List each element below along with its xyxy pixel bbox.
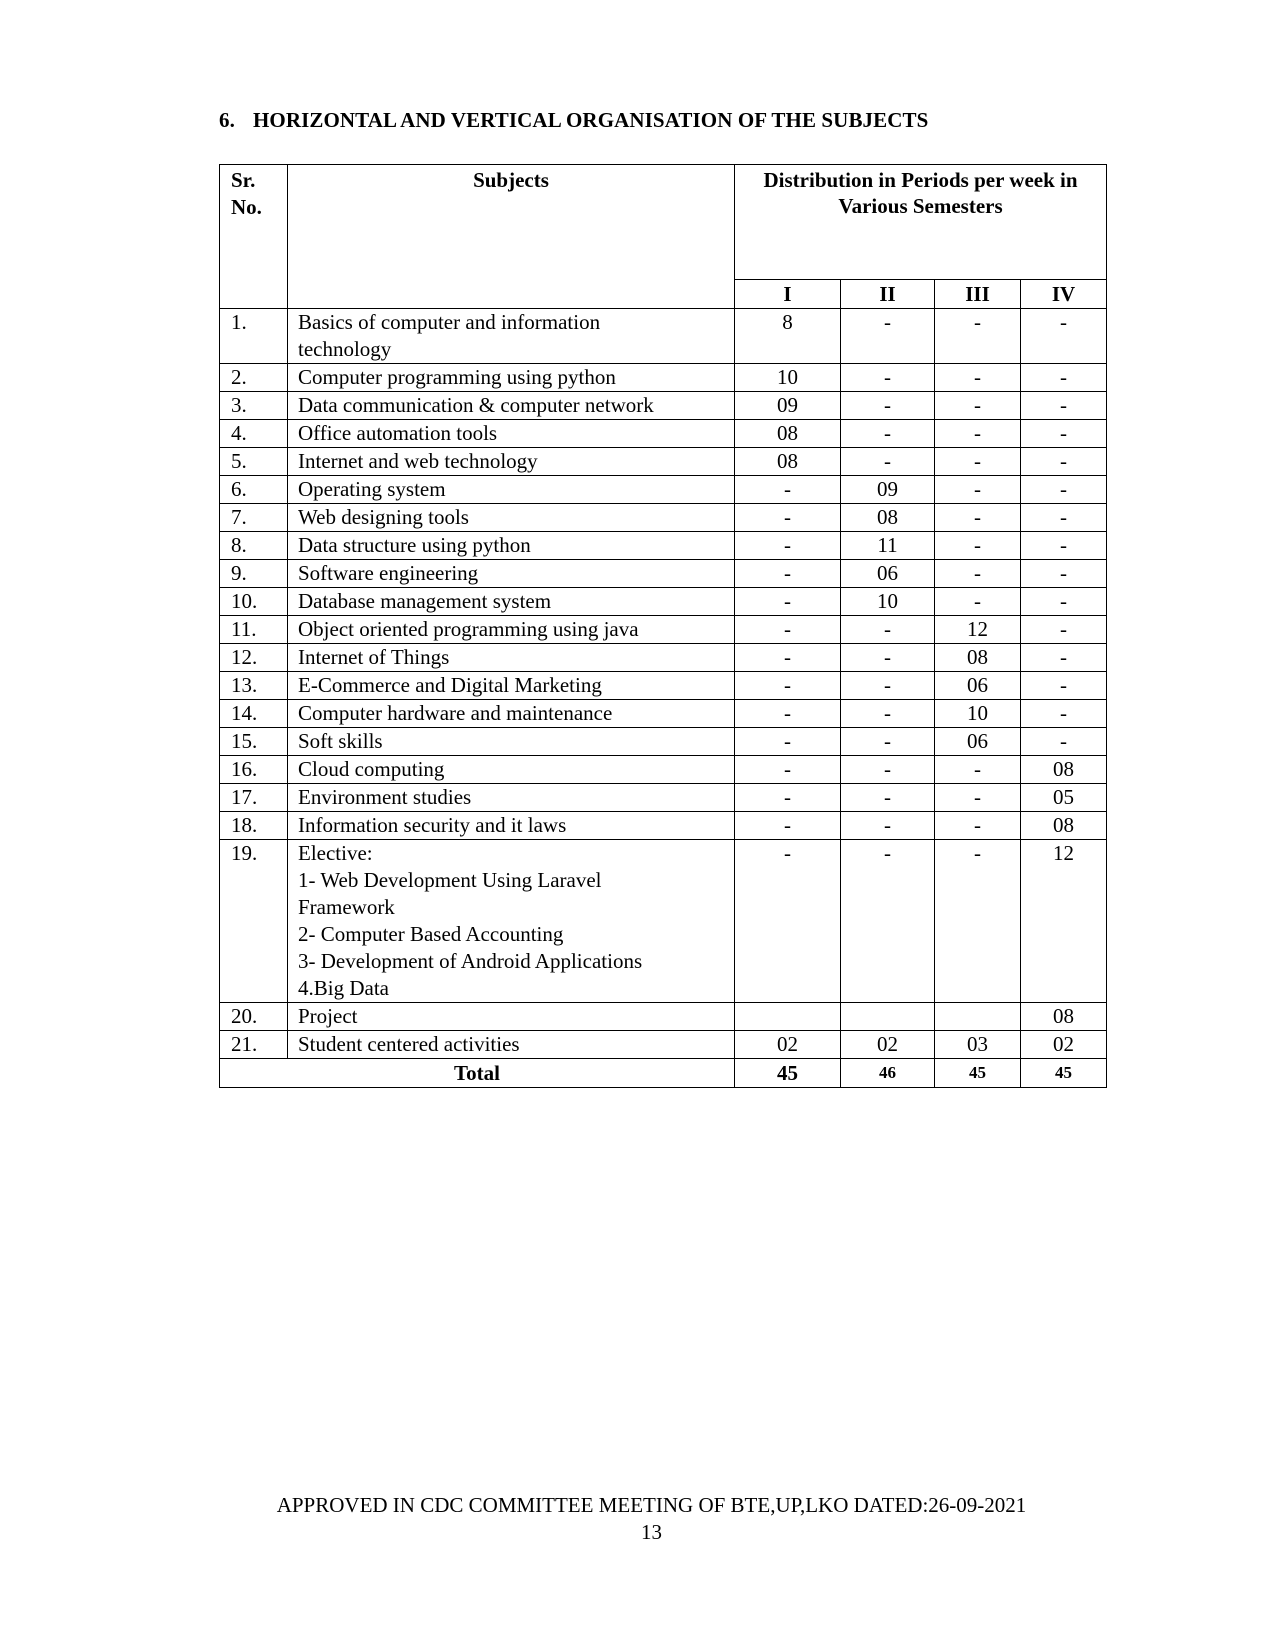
- row-sr-no: 10.: [220, 588, 288, 616]
- row-semester-value: 02: [735, 1031, 841, 1059]
- row-semester-value: -: [1021, 532, 1107, 560]
- row-semester-value: -: [1021, 364, 1107, 392]
- table-row: [220, 392, 1107, 420]
- section-title: HORIZONTAL AND VERTICAL ORGANISATION OF THE SUBJECTS: [252, 108, 929, 132]
- row-semester-value: -: [735, 588, 841, 616]
- row-sr-no: 21.: [220, 1031, 288, 1059]
- row-semester-value: -: [935, 532, 1021, 560]
- subject-line: Software engineering: [298, 561, 479, 585]
- row-semester-value: -: [841, 420, 935, 448]
- row-subject: [288, 840, 735, 1003]
- row-semester-value: 06: [935, 728, 1021, 756]
- row-semester-value: 03: [935, 1031, 1021, 1059]
- row-semester-value: -: [1021, 420, 1107, 448]
- row-semester-value: -: [735, 784, 841, 812]
- total-semester-iii: 45: [935, 1059, 1021, 1088]
- row-subject: [288, 1003, 735, 1031]
- row-semester-value: -: [841, 616, 935, 644]
- table-row: [220, 840, 1107, 1003]
- row-semester-value: -: [841, 756, 935, 784]
- row-semester-value: -: [935, 812, 1021, 840]
- row-subject: [288, 672, 735, 700]
- row-semester-value: 10: [935, 700, 1021, 728]
- subject-line: Basics of computer and information: [298, 310, 601, 334]
- row-semester-value: 11: [841, 532, 935, 560]
- row-semester-value: -: [1021, 560, 1107, 588]
- row-subject: [288, 364, 735, 392]
- row-semester-value: -: [841, 840, 935, 1003]
- subject-line: Computer hardware and maintenance: [298, 701, 613, 725]
- row-semester-value: -: [935, 448, 1021, 476]
- table-row: [220, 1031, 1107, 1059]
- row-semester-value: -: [935, 560, 1021, 588]
- row-semester-value: 10: [841, 588, 935, 616]
- table-row: [220, 560, 1107, 588]
- row-subject: [288, 1031, 735, 1059]
- row-subject: [288, 420, 735, 448]
- table-row: [220, 588, 1107, 616]
- row-sr-no: 19.: [220, 840, 288, 1003]
- row-sr-no: 17.: [220, 784, 288, 812]
- row-semester-value: 10: [735, 364, 841, 392]
- subject-line: Project: [298, 1004, 358, 1028]
- row-semester-value: -: [1021, 616, 1107, 644]
- row-subject: [288, 728, 735, 756]
- header-subjects: Subjects: [288, 165, 735, 309]
- header-distribution: Distribution in Periods per week in Various Semesters: [735, 165, 1107, 280]
- row-semester-value: -: [735, 504, 841, 532]
- row-subject: [288, 644, 735, 672]
- subjects-table: [219, 164, 1107, 1088]
- row-semester-value: 06: [935, 672, 1021, 700]
- subject-line: Internet and web technology: [298, 449, 538, 473]
- subject-line: Operating system: [298, 477, 446, 501]
- row-semester-value: -: [1021, 588, 1107, 616]
- row-semester-value: -: [935, 588, 1021, 616]
- row-subject: [288, 616, 735, 644]
- row-semester-value: 12: [1021, 840, 1107, 1003]
- table-row: [220, 700, 1107, 728]
- row-semester-value: -: [1021, 700, 1107, 728]
- row-subject: [288, 700, 735, 728]
- row-semester-value: -: [935, 392, 1021, 420]
- row-semester-value: -: [841, 728, 935, 756]
- row-semester-value: 8: [735, 309, 841, 364]
- row-semester-value: 09: [841, 476, 935, 504]
- subject-line: Database management system: [298, 589, 552, 613]
- row-semester-value: 08: [935, 644, 1021, 672]
- row-semester-value: -: [935, 756, 1021, 784]
- row-subject: [288, 392, 735, 420]
- row-sr-no: 12.: [220, 644, 288, 672]
- row-sr-no: 5.: [220, 448, 288, 476]
- page-number: 13: [641, 1520, 662, 1544]
- table-row: [220, 616, 1107, 644]
- row-semester-value: 08: [735, 420, 841, 448]
- row-subject: [288, 532, 735, 560]
- row-subject: [288, 756, 735, 784]
- row-sr-no: 8.: [220, 532, 288, 560]
- row-sr-no: 9.: [220, 560, 288, 588]
- row-semester-value: -: [735, 644, 841, 672]
- row-semester-value: 08: [735, 448, 841, 476]
- subject-line: Data structure using python: [298, 533, 531, 557]
- subject-line: Elective:: [298, 841, 373, 865]
- table-row: [220, 784, 1107, 812]
- subject-line: Internet of Things: [298, 645, 450, 669]
- subject-line: Web designing tools: [298, 505, 469, 529]
- row-sr-no: 13.: [220, 672, 288, 700]
- subject-line: technology: [298, 337, 392, 361]
- row-semester-value: -: [841, 309, 935, 364]
- header-semester-iv: IV: [1021, 280, 1107, 309]
- row-sr-no: 18.: [220, 812, 288, 840]
- subject-line: Student centered activities: [298, 1032, 520, 1056]
- row-semester-value: 02: [1021, 1031, 1107, 1059]
- subject-line: Soft skills: [298, 729, 383, 753]
- row-semester-value: -: [935, 476, 1021, 504]
- row-semester-value: -: [935, 504, 1021, 532]
- row-semester-value: 09: [735, 392, 841, 420]
- approval-note: APPROVED IN CDC COMMITTEE MEETING OF BTE,UP,LKO DATED:26-09-2021: [276, 1493, 1027, 1517]
- subject-line: Cloud computing: [298, 757, 445, 781]
- row-semester-value: -: [935, 309, 1021, 364]
- row-sr-no: 15.: [220, 728, 288, 756]
- total-label: Total: [220, 1059, 735, 1088]
- table-row: [220, 448, 1107, 476]
- row-subject: [288, 504, 735, 532]
- row-semester-value: -: [935, 420, 1021, 448]
- row-semester-value: -: [735, 476, 841, 504]
- subject-line: E-Commerce and Digital Marketing: [298, 673, 602, 697]
- row-semester-value: -: [841, 784, 935, 812]
- row-semester-value: -: [841, 392, 935, 420]
- table-row: [220, 504, 1107, 532]
- header-semester-ii: II: [841, 280, 935, 309]
- row-semester-value: [841, 1003, 935, 1031]
- row-semester-value: -: [1021, 448, 1107, 476]
- row-sr-no: 14.: [220, 700, 288, 728]
- subject-line: 1- Web Development Using Laravel: [298, 868, 602, 892]
- row-semester-value: 12: [935, 616, 1021, 644]
- row-sr-no: 4.: [220, 420, 288, 448]
- row-semester-value: -: [1021, 476, 1107, 504]
- row-semester-value: -: [735, 840, 841, 1003]
- subject-line: Environment studies: [298, 785, 472, 809]
- row-semester-value: [735, 1003, 841, 1031]
- subject-line: 3- Development of Android Applications: [298, 949, 643, 973]
- row-semester-value: 08: [1021, 756, 1107, 784]
- row-semester-value: -: [735, 728, 841, 756]
- table-row: [220, 420, 1107, 448]
- table-row: [220, 476, 1107, 504]
- row-semester-value: -: [841, 812, 935, 840]
- header-semester-iii: III: [935, 280, 1021, 309]
- table-row: [220, 672, 1107, 700]
- row-semester-value: -: [735, 756, 841, 784]
- row-sr-no: 3.: [220, 392, 288, 420]
- row-sr-no: 2.: [220, 364, 288, 392]
- total-semester-iv: 45: [1021, 1059, 1107, 1088]
- row-subject: [288, 309, 735, 364]
- section-number: 6.: [219, 108, 235, 132]
- row-sr-no: 1.: [220, 309, 288, 364]
- row-semester-value: -: [1021, 392, 1107, 420]
- table-body: [220, 309, 1107, 1059]
- subject-line: Framework: [298, 895, 395, 919]
- row-subject: [288, 448, 735, 476]
- row-sr-no: 16.: [220, 756, 288, 784]
- row-semester-value: 08: [841, 504, 935, 532]
- row-semester-value: [935, 1003, 1021, 1031]
- table-row: [220, 364, 1107, 392]
- row-subject: [288, 784, 735, 812]
- row-semester-value: -: [1021, 504, 1107, 532]
- table-row: [220, 812, 1107, 840]
- row-semester-value: 02: [841, 1031, 935, 1059]
- row-semester-value: -: [1021, 644, 1107, 672]
- row-semester-value: -: [735, 532, 841, 560]
- total-semester-i: 45: [735, 1059, 841, 1088]
- row-semester-value: -: [1021, 672, 1107, 700]
- subject-line: Object oriented programming using java: [298, 617, 639, 641]
- row-subject: [288, 476, 735, 504]
- row-semester-value: -: [735, 700, 841, 728]
- row-semester-value: -: [841, 364, 935, 392]
- row-semester-value: -: [935, 784, 1021, 812]
- header-semester-i: I: [735, 280, 841, 309]
- row-semester-value: -: [841, 672, 935, 700]
- subject-line: Information security and it laws: [298, 813, 567, 837]
- row-semester-value: -: [935, 364, 1021, 392]
- row-semester-value: -: [1021, 728, 1107, 756]
- table-row: [220, 309, 1107, 364]
- page-footer: [0, 1492, 1275, 1546]
- subject-line: 4.Big Data: [298, 976, 389, 1000]
- row-sr-no: 20.: [220, 1003, 288, 1031]
- row-semester-value: -: [1021, 309, 1107, 364]
- row-semester-value: -: [735, 616, 841, 644]
- table-row: [220, 728, 1107, 756]
- row-semester-value: -: [735, 672, 841, 700]
- row-subject: [288, 588, 735, 616]
- row-semester-value: -: [735, 560, 841, 588]
- section-heading: [219, 108, 928, 133]
- row-semester-value: -: [841, 644, 935, 672]
- row-semester-value: 08: [1021, 1003, 1107, 1031]
- subject-line: Office automation tools: [298, 421, 498, 445]
- total-row: [220, 1059, 1107, 1088]
- row-subject: [288, 812, 735, 840]
- row-subject: [288, 560, 735, 588]
- table-row: [220, 756, 1107, 784]
- row-semester-value: -: [735, 812, 841, 840]
- header-sr-no: Sr. No.: [220, 165, 288, 309]
- table-row: [220, 1003, 1107, 1031]
- row-semester-value: 05: [1021, 784, 1107, 812]
- table-row: [220, 644, 1107, 672]
- row-sr-no: 7.: [220, 504, 288, 532]
- subject-line: Data communication & computer network: [298, 393, 654, 417]
- row-semester-value: 06: [841, 560, 935, 588]
- row-semester-value: -: [841, 700, 935, 728]
- total-semester-ii: 46: [841, 1059, 935, 1088]
- row-sr-no: 11.: [220, 616, 288, 644]
- header-row: [220, 165, 1107, 280]
- table-row: [220, 532, 1107, 560]
- subject-line: Computer programming using python: [298, 365, 616, 389]
- row-semester-value: -: [841, 448, 935, 476]
- subject-line: 2- Computer Based Accounting: [298, 922, 564, 946]
- row-semester-value: -: [935, 840, 1021, 1003]
- row-semester-value: 08: [1021, 812, 1107, 840]
- row-sr-no: 6.: [220, 476, 288, 504]
